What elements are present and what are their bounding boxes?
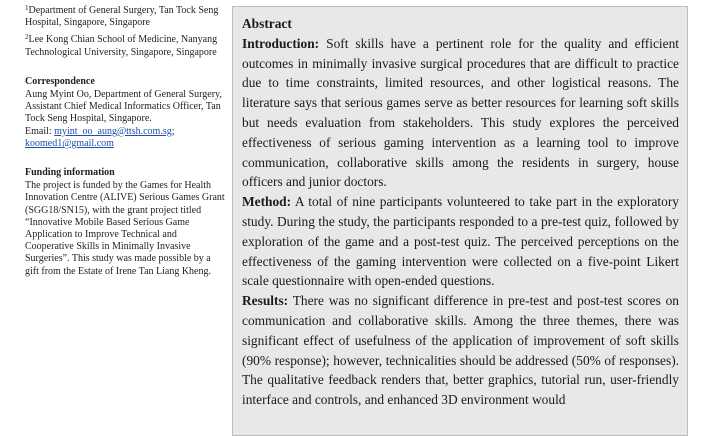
funding-heading: Funding information	[25, 167, 115, 179]
abstract-title: Abstract	[242, 16, 292, 31]
correspondence-block	[25, 89, 225, 150]
correspondence-heading: Correspondence	[25, 75, 95, 87]
email-link-primary[interactable]: myint_oo_aung@ttsh.com.sg	[54, 125, 172, 137]
front-matter-sidebar	[25, 0, 225, 278]
abstract-method	[242, 192, 679, 291]
abstract-box	[232, 6, 688, 436]
funding-text: The project is funded by the Games for Health Innovation Centre (ALIVE) Serious Games Grant (SGG18/SN15), with the grant project titled “Innovative Mobile Based Serious Game Application to Improve Technical and Cooperative Skills in Minimally Invasive Surgeries”. This study was made possible by a gift from the Estate of Irene Tan Liang Kheng.	[25, 180, 225, 277]
affiliation-text: Lee Kong Chian School of Medicine, Nanyang Technological University, Singapore, Singapore	[25, 34, 218, 58]
abstract-results	[242, 291, 679, 410]
affiliation-2	[25, 34, 225, 58]
section-text-method: A total of nine participants volunteered to take part in the exploratory study. During the study, the participants responded to a pre-test quiz, followed by exploration of the game and a post-test quiz. The perceived perceptions on the effectiveness of the gaming intervention were collected on a five-point Likert scale questionnaire with open-ended questions.	[242, 194, 679, 289]
section-label-method: Method:	[242, 194, 292, 210]
section-label-introduction: Introduction:	[242, 35, 320, 51]
email-label: Email:	[25, 125, 52, 137]
affiliation-text: Department of General Surgery, Tan Tock Seng Hospital, Singapore, Singapore	[25, 5, 219, 29]
section-label-results: Results:	[242, 293, 289, 309]
email-separator: ;	[171, 125, 175, 137]
affiliation-1	[25, 5, 225, 29]
section-text-introduction: Soft skills have a pertinent role for the quality and efficient outcomes in minimally invasive surgical procedures that are difficult to practice due to time constraints, limited resources, and other logistical reasons. The literature says that serious games serve as better resources for learning soft skills but needs evaluation from stakeholders. This study explores the perceived effectiveness of serious gaming intervention as a learning tool to improve communication, collaborative skills among the residents in surgery, house officers and junior doctors.	[242, 35, 679, 190]
email-link-secondary[interactable]: koomed1@gmail.com	[25, 137, 114, 149]
abstract-introduction	[242, 34, 679, 192]
section-text-results: There was no significant difference in pre-test and post-test scores on communication and collaborative skills. Among the three themes, there was significant effect of usefulness of the application of improvement of soft skills (90% response); however, technicalities should be addressed (50% of responses). The qualitative feedback renders that, better graphics, tutorial run, user-friendly interface and controls, and enhanced 3D environment would	[242, 293, 679, 408]
affiliation-number: 2	[25, 33, 29, 42]
affiliation-number: 1	[25, 4, 29, 12]
correspondence-text: Aung Myint Oo, Department of General Surgery, Assistant Chief Medical Informatics Officer, Tan Tock Seng Hospital, Singapore.	[25, 89, 222, 125]
